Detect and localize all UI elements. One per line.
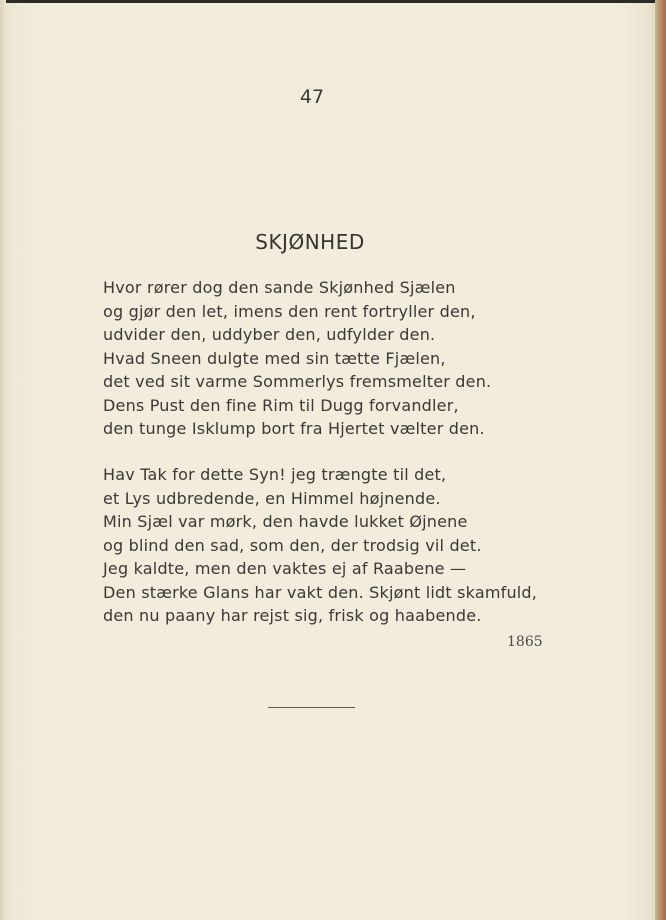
verse-line: Jeg kaldte, men den vaktes ej af Raabene — bbox=[103, 559, 467, 578]
page-number: 47 bbox=[299, 86, 325, 108]
poem-stanza-1 bbox=[103, 276, 491, 441]
section-divider bbox=[268, 707, 355, 708]
page-right-edge bbox=[655, 0, 666, 920]
verse-line: Min Sjæl var mørk, den havde lukket Øjnene bbox=[103, 512, 468, 531]
poem-stanza-2 bbox=[103, 463, 537, 628]
verse-line: den tunge Isklump bort fra Hjertet vælter den. bbox=[103, 419, 485, 438]
poem-year: 1865 bbox=[507, 634, 543, 650]
verse-line: Hvor rører dog den sande Skjønhed Sjælen bbox=[103, 278, 456, 297]
page-top-edge bbox=[0, 0, 666, 3]
verse-line: den nu paany har rejst sig, frisk og haabende. bbox=[103, 606, 482, 625]
verse-line: og blind den sad, som den, der trodsig vil det. bbox=[103, 535, 482, 555]
verse-line: Dens Pust den fine Rim til Dugg forvandler, bbox=[103, 395, 459, 415]
verse-line: et Lys udbredende, en Himmel højnende. bbox=[103, 488, 441, 508]
page-left-edge bbox=[0, 0, 6, 920]
verse-line: og gjør den let, imens den rent fortryller den, bbox=[103, 301, 476, 321]
verse-line: Hav Tak for dette Syn! jeg trængte til det, bbox=[103, 465, 447, 484]
verse-line: Den stærke Glans har vakt den. Skjønt lidt skamfuld, bbox=[103, 582, 538, 602]
verse-line: Hvad Sneen dulgte med sin tætte Fjælen, bbox=[103, 348, 446, 368]
verse-line: det ved sit varme Sommerlys fremsmelter den. bbox=[103, 372, 492, 391]
poem-title: SKJØNHED bbox=[255, 230, 365, 254]
verse-line: udvider den, uddyber den, udfylder den. bbox=[103, 325, 436, 344]
